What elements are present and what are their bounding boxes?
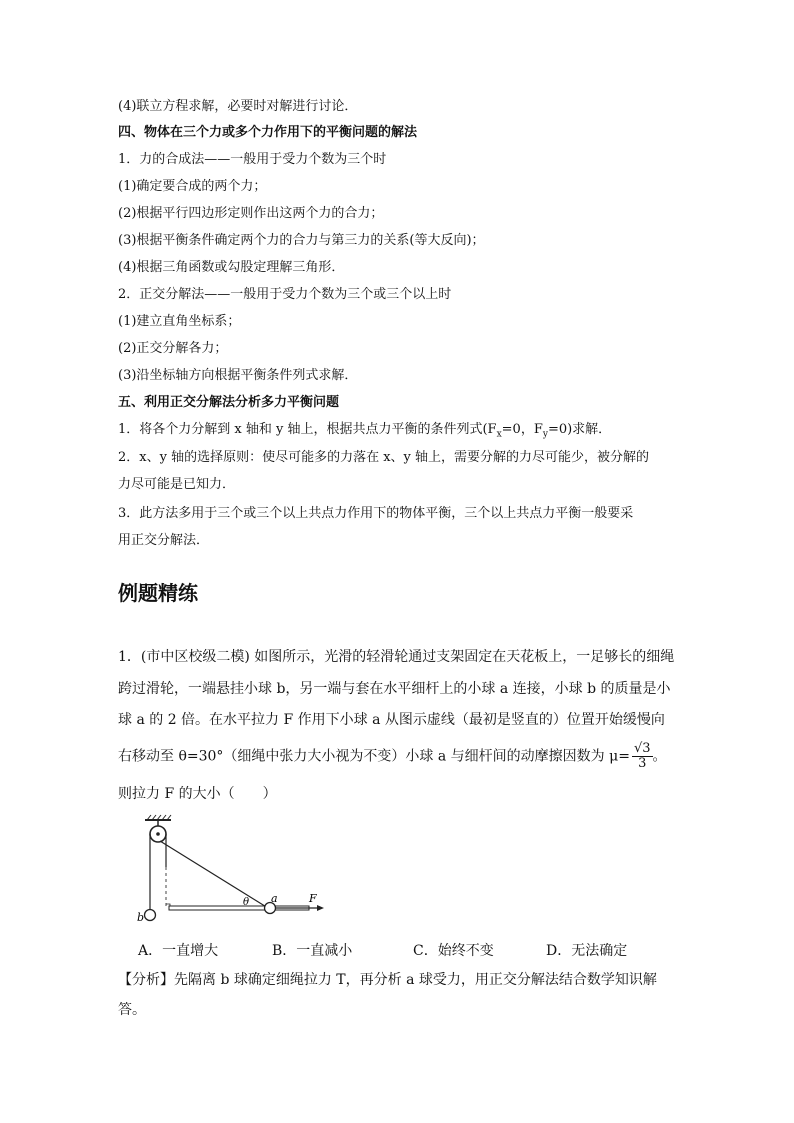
label-theta: θ [243, 897, 250, 908]
text-line: (2)正交分解各力； [118, 341, 228, 356]
example-heading: 例题精练 [118, 581, 198, 605]
text-fragment: =0)求解． [547, 422, 612, 437]
rope-inclined [160, 841, 268, 908]
fraction-denominator: 3 [638, 756, 647, 771]
text-line: (3)沿坐标轴方向根据平衡条件列式求解． [118, 368, 358, 383]
ball-b [145, 910, 156, 921]
text-fragment: 。 [652, 748, 667, 765]
question-line: 跨过滑轮，一端悬挂小球 b，另一端与套在水平细杆上的小球 a 连接，小球 b 的质量是小 [118, 681, 671, 697]
label-a: a [271, 892, 278, 905]
text-fragment: 1．将各个力分解到 x 轴和 y 轴上，根据共点力平衡的条件列式(F [118, 422, 497, 437]
text-fragment: =0，F [501, 422, 543, 437]
force-arrowhead [317, 905, 324, 911]
text-line: (4)根据三角函数或勾股定理解三角形． [118, 260, 345, 275]
text-line [118, 422, 611, 443]
text-line: 1．力的合成法——一般用于受力个数为三个时 [118, 152, 387, 167]
text-line: 2．正交分解法——一般用于受力个数为三个或三个以上时 [118, 287, 452, 302]
text-line: (2)根据平行四边形定则作出这两个力的合力； [118, 206, 384, 221]
question-line: 1．(市中区校级二模) 如图所示，光滑的轻滑轮通过支架固定在天花板上，一足够长的细绳 [118, 649, 675, 665]
analysis-line: 答。 [118, 1002, 146, 1018]
analysis-line: 【分析】先隔离 b 球确定细绳拉力 T，再分析 a 球受力，用正交分解法结合数学知识解 [118, 972, 657, 988]
text-line: (4)联立方程求解，必要时对解进行讨论． [118, 99, 358, 114]
text-line: 用正交分解法． [118, 533, 210, 548]
section-heading-4: 四、物体在三个力或多个力作用下的平衡问题的解法 [118, 125, 418, 140]
text-line: 2．x、y 轴的选择原则：使尽可能多的力落在 x、y 轴上，需要分解的力尽可能少，被分解的 [118, 450, 650, 465]
choice-b[interactable]: B．一直减小 [272, 943, 353, 959]
question-line [118, 742, 667, 771]
text-line: (1)确定要合成的两个力； [118, 179, 267, 194]
pulley-axle [156, 832, 160, 836]
pulley-diagram [135, 812, 325, 927]
choice-a[interactable]: A．一直增大 [138, 943, 219, 959]
label-b: b [137, 911, 145, 924]
text-line: 3．此方法多用于三个或三个以上共点力作用下的物体平衡，三个以上共点力平衡一般要采 [118, 506, 634, 521]
choice-c[interactable]: C．始终不变 [413, 943, 494, 959]
text-line: (1)建立直角坐标系； [118, 314, 241, 329]
fraction-numerator: √3 [633, 741, 651, 756]
label-F: F [309, 892, 317, 905]
question-line: 则拉力 F 的大小（ ） [118, 786, 277, 802]
choice-d[interactable]: D．无法确定 [546, 943, 628, 959]
subscript-x: x [496, 429, 502, 440]
fraction [632, 742, 653, 771]
subscript-y: y [542, 429, 548, 440]
question-line: 球 a 的 2 倍。在水平拉力 F 作用下小球 a 从图示虚线（最初是竖直的）位置开始缓慢向 [118, 712, 665, 728]
text-line: 力尽可能是已知力． [118, 477, 236, 492]
text-fragment: 右移动至 θ=30°（细绳中张力大小视为不变）小球 a 与细杆间的动摩擦因数为 μ= [118, 748, 630, 765]
section-heading-5: 五、利用正交分解法分析多力平衡问题 [118, 395, 340, 410]
text-line: (3)根据平衡条件确定两个力的合力与第三力的关系(等大反向)； [118, 233, 485, 248]
